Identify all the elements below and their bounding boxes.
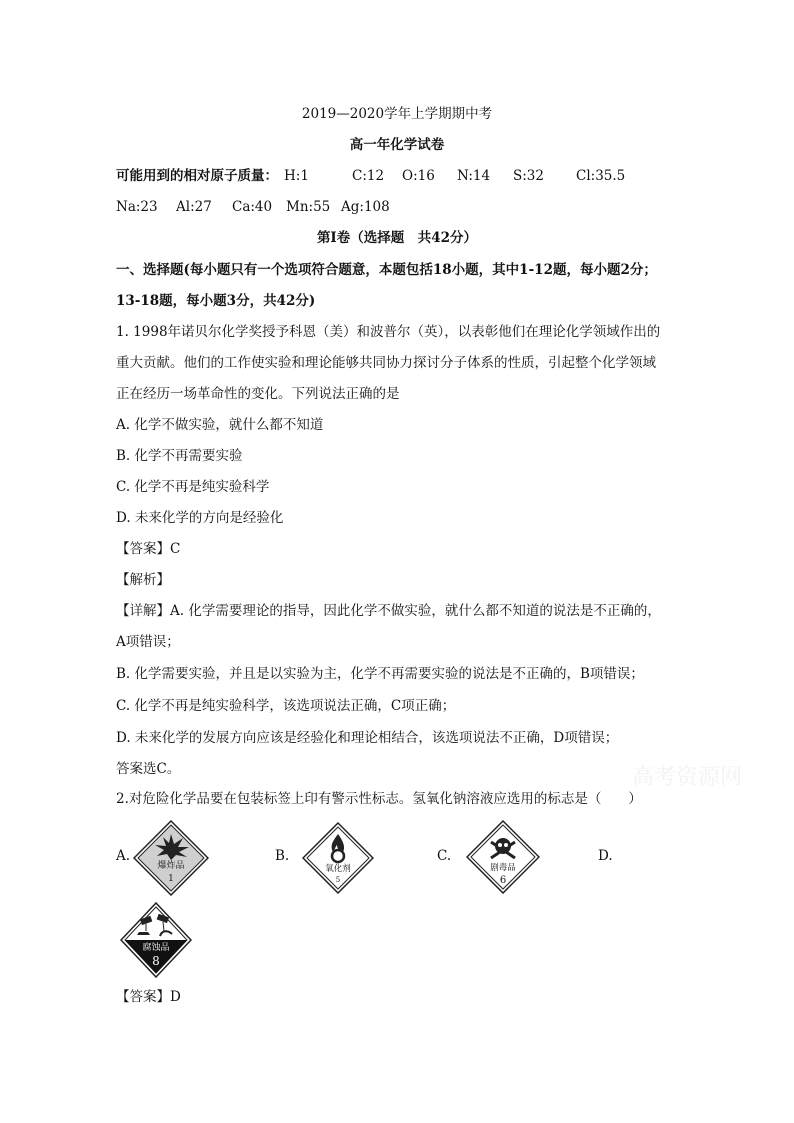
q1-detail: 【详解】A. 化学需要理论的指导，因此化学不做实验，就什么都不知道的说法是不正确的， bbox=[116, 603, 661, 619]
q1-detail: A项错误； bbox=[116, 634, 180, 650]
q1-answer: 【答案】C bbox=[116, 541, 181, 557]
watermark: 高考资源网 bbox=[632, 765, 743, 790]
section-instruction: 13-18题，每小题3分，共42分) bbox=[116, 293, 316, 309]
atomic-mass-value: Cl:35.5 bbox=[576, 168, 626, 184]
q2-label-d: D. bbox=[598, 848, 613, 864]
q1-conclusion: 答案选C。 bbox=[116, 761, 181, 777]
section-title: 第Ⅰ卷（选择题 共42分） bbox=[316, 230, 478, 246]
q1-stem: 1. 1998年诺贝尔化学奖授予科恩（美）和波普尔（英），以表彰他们在理论化学领域作出的 bbox=[116, 324, 661, 340]
hazard-sign-corrosive bbox=[120, 902, 192, 978]
sign-text: 剧毒品 bbox=[490, 863, 516, 873]
q1-option-d: D. 未来化学的方向是经验化 bbox=[116, 510, 284, 526]
atomic-mass-value: Mn:55 bbox=[286, 199, 331, 215]
sign-number: 1 bbox=[168, 874, 174, 884]
q1-option-b: B. 化学不再需要实验 bbox=[116, 448, 243, 464]
atomic-mass-value: O:16 bbox=[402, 168, 435, 184]
q2-label-c: C. bbox=[437, 848, 452, 864]
atomic-mass-value: Ag:108 bbox=[341, 199, 390, 215]
sign-number: 8 bbox=[152, 954, 160, 968]
q2-answer: 【答案】D bbox=[116, 989, 181, 1005]
sign-text: 爆炸品 bbox=[157, 861, 185, 871]
atomic-mass-value: Al:27 bbox=[176, 199, 212, 215]
q2-label-a: A. bbox=[116, 848, 131, 864]
atomic-mass-value: H:1 bbox=[284, 168, 309, 184]
q1-option-a: A. 化学不做实验，就什么都不知道 bbox=[116, 417, 324, 433]
atomic-mass-value: N:14 bbox=[457, 168, 491, 184]
q1-detail: D. 未来化学的发展方向应该是经验化和理论相结合，该选项说法不正确，D项错误； bbox=[116, 730, 619, 746]
section-instruction: 一、选择题(每小题只有一个选项符合题意，本题包括18小题，其中1-12题，每小题2分； bbox=[116, 262, 657, 278]
hazard-sign-explosive bbox=[133, 820, 209, 896]
atomic-mass-value: Ca:40 bbox=[232, 199, 273, 215]
hazard-sign-toxic bbox=[466, 820, 540, 894]
atomic-mass-label: 可能用到的相对原子质量： bbox=[116, 168, 278, 184]
exam-title: 2019—2020学年上学期期中考 bbox=[301, 106, 493, 122]
atomic-mass-value: C:12 bbox=[352, 168, 385, 184]
q1-stem: 重大贡献。他们的工作使实验和理论能够共同协力探讨分子体系的性质，引起整个化学领域 bbox=[116, 355, 656, 371]
q1-detail: B. 化学需要实验，并且是以实验为主，化学不再需要实验的说法是不正确的，B项错误； bbox=[116, 666, 644, 682]
sign-text: 腐蚀品 bbox=[142, 943, 170, 953]
sign-number: 6 bbox=[499, 875, 507, 886]
q1-option-c: C. 化学不再是纯实验科学 bbox=[116, 479, 270, 495]
sign-text: 氧化剂 bbox=[325, 864, 351, 874]
atomic-mass-value: Na:23 bbox=[116, 199, 158, 215]
sign-number: 5 bbox=[335, 876, 341, 884]
q2-stem: 2.对危险化学品要在包装标签上印有警示性标志。氢氧化钠溶液应选用的标志是（ ） bbox=[116, 791, 642, 807]
q1-analysis: 【解析】 bbox=[116, 572, 170, 588]
atomic-mass-value: S:32 bbox=[513, 168, 544, 184]
q2-label-b: B. bbox=[275, 848, 290, 864]
q1-stem: 正在经历一场革命性的变化。下列说法正确的是 bbox=[116, 386, 400, 402]
q1-detail: C. 化学不再是纯实验科学，该选项说法正确，C项正确； bbox=[116, 698, 456, 714]
exam-subtitle: 高一年化学试卷 bbox=[349, 137, 445, 153]
hazard-sign-oxidizer bbox=[302, 822, 374, 894]
